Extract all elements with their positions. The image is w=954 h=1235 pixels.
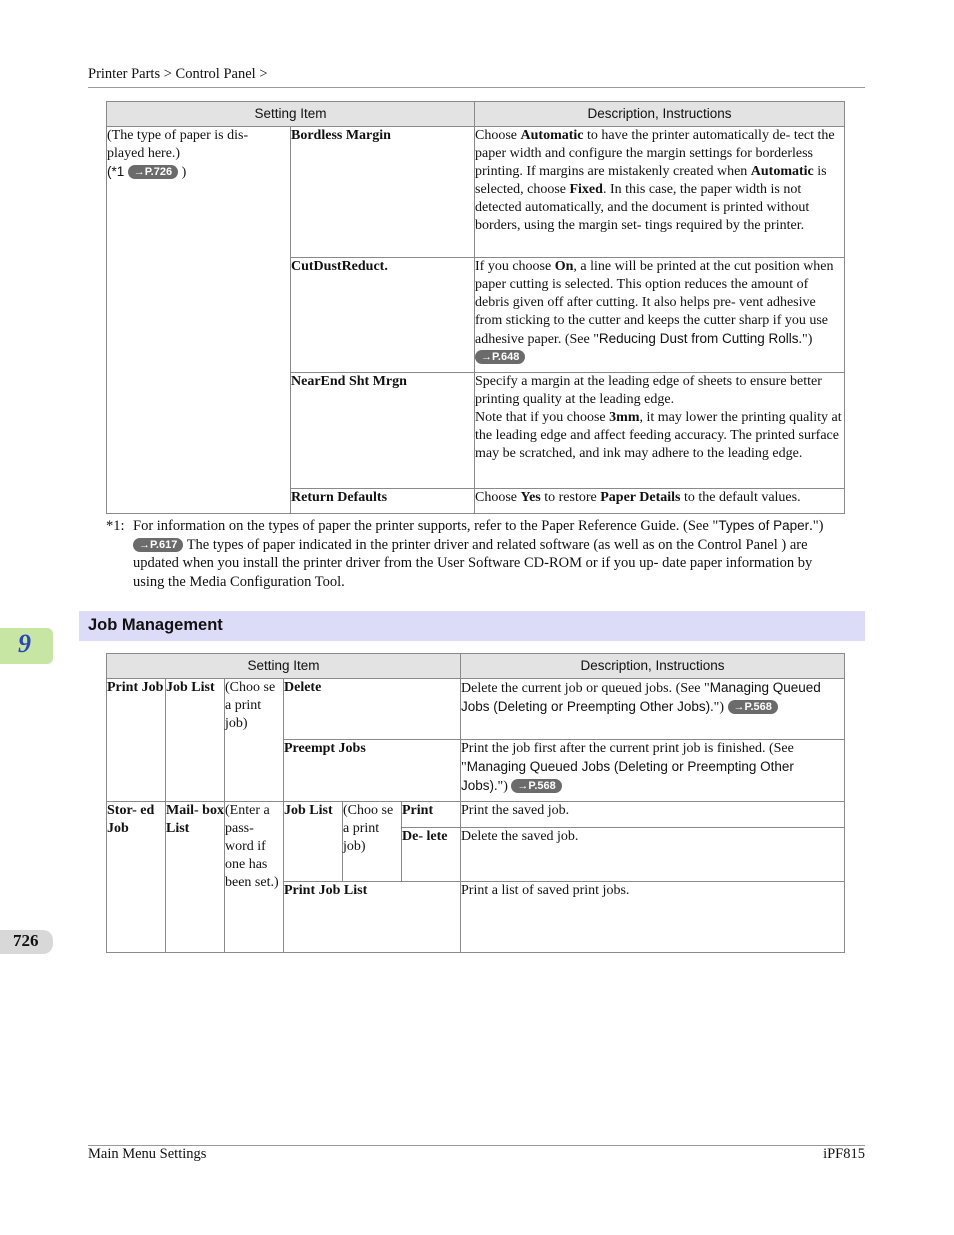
desc-text: .") [710, 700, 728, 715]
footnote-text: The types of paper indicated in the printer driver and related software (as well as on the Control Panel ) are updated when you install the printer driver from the User Software CD-ROM or if you up- date paper information by using the Media Configuration Tool. [133, 536, 813, 590]
header-setting-item: Setting Item [107, 102, 475, 127]
stored-job-label: Stor- ed Job [107, 803, 155, 836]
footnote-body [133, 517, 830, 591]
desc-bold: Yes [520, 490, 541, 505]
desc-text: .") [494, 779, 512, 794]
paper-type-line2: played here.) [107, 146, 181, 161]
breadcrumb-control-panel[interactable]: Control Panel [175, 66, 256, 82]
footnote [106, 517, 830, 591]
desc-bold: On [554, 259, 574, 274]
job-management-table [106, 653, 845, 953]
description-cell [461, 828, 845, 882]
note-label: (*1 [107, 164, 125, 179]
desc-text: is selected, choose [475, 164, 827, 197]
mailbox-list-label: Mail- box List [166, 803, 224, 836]
table-header-row [107, 102, 845, 127]
breadcrumb-printer-parts[interactable]: Printer Parts [88, 66, 161, 82]
choose-job-cell [225, 679, 284, 802]
desc-text: Choose [475, 490, 521, 505]
password-cell [225, 802, 284, 953]
description-cell [475, 373, 845, 489]
header-setting-item: Setting Item [107, 654, 461, 679]
desc-text: , a line will be printed at the cut position when paper cutting is selected. This option reduces the amount of debris given off after cutting. It also helps pre- vent adhesive from sticking to the cutter and keeps the cutter sharp if you use adhesive paper. (See " [475, 259, 834, 347]
print-job-label: Print Job [107, 680, 164, 695]
print-job-cell [107, 679, 166, 802]
page-ref-link[interactable]: →P.568 [511, 779, 561, 793]
desc-bold: Paper Details [600, 490, 681, 505]
breadcrumb-separator: > [259, 66, 268, 82]
table-header-row [107, 654, 845, 679]
section-heading [79, 611, 865, 641]
setting-name-cell [284, 882, 461, 953]
paper-type-line1: (The type of paper is dis- [107, 128, 249, 143]
section-title: Job Management [88, 616, 223, 634]
job-list-cell [284, 802, 343, 882]
table-row [107, 802, 845, 828]
desc-text: to the default values. [680, 490, 801, 505]
setting-name-cell [291, 258, 475, 373]
cross-reference-link[interactable]: Managing Queued Jobs (Deleting or Preempting Other Jobs) [461, 680, 821, 714]
breadcrumb [88, 66, 268, 83]
setting-delete-saved: De- lete [402, 829, 448, 844]
desc-text: Choose [475, 128, 521, 143]
cross-reference-link[interactable]: Types of Paper [718, 518, 810, 533]
desc-bold: Automatic [520, 128, 584, 143]
setting-bordless-margin: Bordless Margin [291, 128, 391, 143]
note-close: ) [181, 165, 187, 180]
cross-reference-link[interactable]: Reducing Dust from Cutting Rolls [598, 331, 799, 346]
paper-settings-table [106, 101, 845, 514]
header-description: Description, Instructions [475, 102, 845, 127]
description-cell [461, 679, 845, 740]
desc-text: Print the saved job. [461, 803, 570, 818]
footnote-text: For information on the types of paper the printer supports, refer to the Paper Reference Guide. (See " [133, 518, 719, 534]
footnote-mark: *1: [106, 518, 125, 534]
desc-text: Specify a margin at the leading edge of sheets to ensure better printing quality at the leading edge. [475, 374, 822, 407]
desc-text: Note that if you choose [475, 410, 610, 425]
setting-name-cell [291, 373, 475, 489]
page-number-tab [0, 930, 53, 954]
setting-name-cell [284, 740, 461, 802]
setting-print: Print [402, 803, 434, 818]
desc-bold: 3mm [609, 410, 640, 425]
setting-print-job-list: Print Job List [284, 883, 368, 898]
desc-text: , it may lower the printing quality at the leading edge and affect feeding accuracy. The printed surface may be scratched, and ink may adhere to the leading edge. [475, 410, 842, 461]
cross-reference-link[interactable]: Managing Queued Jobs (Deleting or Preempting Other Jobs) [461, 759, 794, 793]
setting-name-cell [402, 828, 461, 882]
paper-type-cell [107, 127, 291, 514]
footer-section-title: Main Menu Settings [88, 1146, 207, 1162]
setting-name-cell [291, 489, 475, 514]
job-list-cell [166, 679, 225, 802]
page-ref-link[interactable]: →P.726 [128, 165, 178, 179]
footer-model-name: iPF815 [823, 1146, 865, 1162]
breadcrumb-separator: > [163, 66, 172, 82]
choose-job-cell [343, 802, 402, 882]
paper-type-note [107, 163, 290, 182]
footnote-text: .") [809, 518, 824, 534]
setting-name-cell [284, 679, 461, 740]
setting-cutdustreduct: CutDustReduct. [291, 259, 388, 274]
page-ref-link[interactable]: →P.568 [728, 700, 778, 714]
desc-text: Delete the current job or queued jobs. (See " [461, 681, 710, 696]
desc-text: Delete the saved job. [461, 829, 579, 844]
chapter-number: 9 [18, 629, 31, 658]
setting-delete: Delete [284, 680, 322, 695]
desc-text: Print a list of saved print jobs. [461, 883, 630, 898]
password-text: (Enter a pass- word if one has been set.) [225, 803, 279, 890]
desc-text: If you choose [475, 259, 555, 274]
table-row [107, 679, 845, 740]
description-cell [475, 489, 845, 514]
setting-nearend-sht-mrgn: NearEnd Sht Mrgn [291, 374, 407, 389]
setting-name-cell [402, 802, 461, 828]
header-description: Description, Instructions [461, 654, 845, 679]
job-list-label: Job List [166, 680, 215, 695]
description-cell [475, 258, 845, 373]
chapter-tab[interactable] [0, 628, 53, 664]
description-cell [475, 127, 845, 258]
desc-text: to have the printer automatically de- tect the paper width and configure the margin settings for borderless printing. If margins are mistakenly created when [475, 128, 835, 179]
table-row [107, 127, 845, 258]
desc-text: . In this case, the paper width is not detected automatically, and the document is printed without borders, using the margin set- tings required by the printer. [475, 182, 810, 233]
page-number: 726 [13, 931, 39, 950]
desc-bold: Fixed [569, 182, 603, 197]
description-cell [461, 802, 845, 828]
setting-return-defaults: Return Defaults [291, 490, 388, 505]
stored-job-cell [107, 802, 166, 953]
desc-bold: Automatic [750, 164, 814, 179]
header-rule [88, 87, 865, 88]
setting-name-cell [291, 127, 475, 258]
desc-text: to restore [540, 490, 601, 505]
desc-text: .") [798, 332, 813, 347]
desc-text: Print the job first after the current print job is finished. (See " [461, 741, 794, 775]
mailbox-list-cell [166, 802, 225, 953]
choose-job-text: (Choo se a print job) [343, 803, 394, 854]
page-ref-link[interactable]: →P.648 [475, 350, 525, 364]
description-cell [461, 740, 845, 802]
job-list-label: Job List [284, 803, 333, 818]
setting-preempt-jobs: Preempt Jobs [284, 741, 366, 756]
page-ref-link[interactable]: →P.617 [133, 538, 183, 552]
choose-job-text: (Choo se a print job) [225, 680, 276, 731]
description-cell [461, 882, 845, 953]
